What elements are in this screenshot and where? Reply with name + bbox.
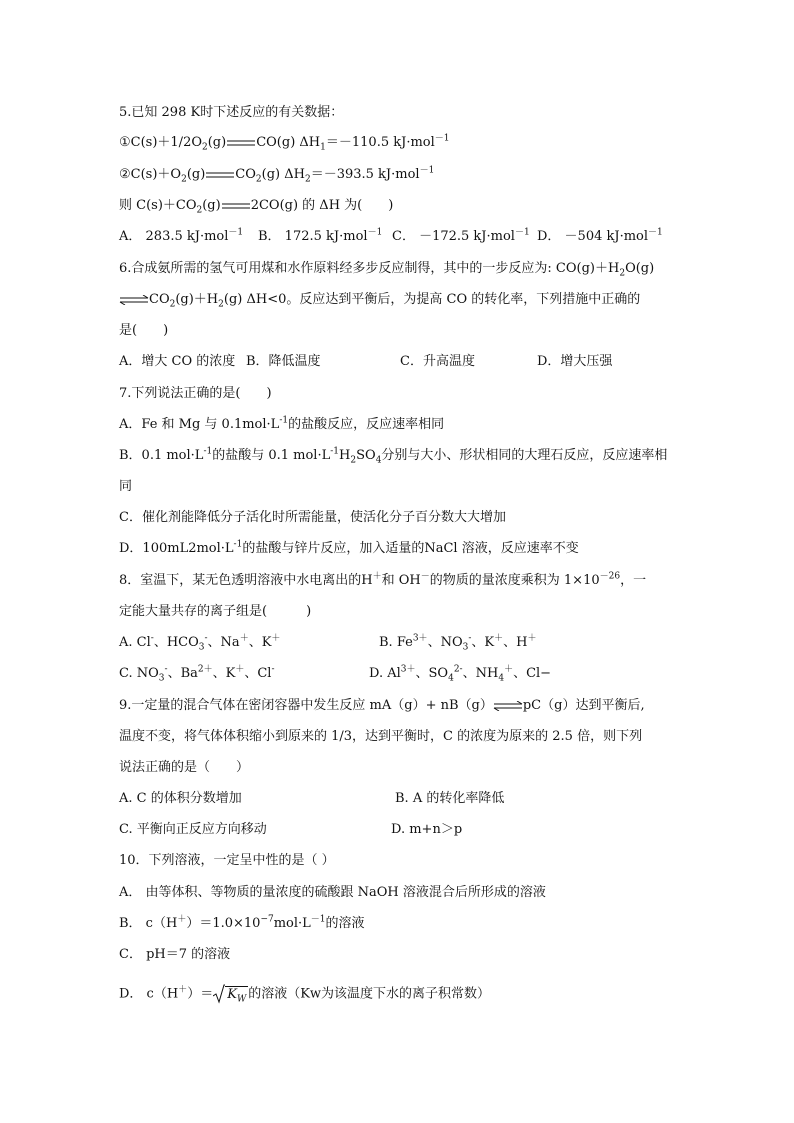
q5-option-b[interactable]: B． 172.5 kJ·mol$^{-1}$ <box>258 227 383 244</box>
q6-option-d[interactable]: D．增大压强 <box>537 354 613 369</box>
q5-option-d[interactable]: D． －504 kJ·mol$^{-1}$ <box>537 227 663 244</box>
q7-option-d[interactable]: D．$100mL2mol\cdot L^{-1}$的盐酸与锌片反应，加入适量的NaCl 溶液，反应速率不变 <box>119 539 579 556</box>
q8-option-a[interactable]: A. Cl-、$HCO_3^-$、Na＋、K＋ <box>119 633 281 653</box>
q8-stem-line-1: 8．室温下，某无色透明溶液中水电离出的H＋和 OH－的物质的量浓度乘积为 $1\times 10^{-26}$，一 <box>119 571 647 588</box>
q8-option-c[interactable]: C. $NO_3^-$、$Ba^{2+}$、K＋、Cl- <box>119 664 275 684</box>
q8-option-b[interactable]: B. $Fe^{3+}$、$NO_3^-$、K＋、H＋ <box>379 633 537 653</box>
q9-option-b[interactable]: B. A 的转化率降低 <box>395 791 505 806</box>
q7-option-c[interactable]: C．催化剂能降低分子活化时所需能量，使活化分子百分数大大增加 <box>119 510 506 525</box>
q9-stem-line-2: 温度不变，将气体体积缩小到原来的 1/3，达到平衡时，C 的浓度为原来的 2.5 倍，则下列 <box>119 729 643 744</box>
q5-question: 则 $C(s)+CO_2(g)$ 2CO(g) 的 ΔH 为( ) <box>119 198 394 216</box>
q9-option-a[interactable]: A. C 的体积分数增加 <box>119 791 242 806</box>
q6-option-c[interactable]: C．升高温度 <box>400 354 475 369</box>
q9-option-c[interactable]: C. 平衡向正反应方向移动 <box>119 822 267 837</box>
q10-option-d[interactable]: D． $c(H^+)= K_W$ 的溶液（Kw为该温度下水的离子积常数） <box>119 985 491 1005</box>
q6-stem-line-3: 是( ) <box>119 323 169 338</box>
q5-reaction-2: $②C(s)+O_2(g)$ $CO_2(g)$ $\Delta H_2=-393.5$ kJ·mol$^{-1}$ <box>119 165 435 185</box>
q5-stem: 5.已知 298 K时下述反应的有关数据： <box>119 105 344 120</box>
q5-option-c[interactable]: C． －172.5 kJ·mol$^{-1}$ <box>392 227 530 244</box>
q10-option-c[interactable]: C． pH＝7 的溶液 <box>119 947 231 962</box>
q5-option-a[interactable]: A． 283.5 kJ·mol$^{-1}$ <box>119 227 244 244</box>
q7-option-b[interactable]: B．0.1 $mol\cdot L^{-1}$的盐酸与 0.1 $mol\cdot L^{-1}H_2SO_4$分别与大小、形状相同的大理石反应，反应速率相 <box>119 446 668 466</box>
equals-arrow-icon <box>226 138 256 148</box>
q6-stem-line-2: $CO_2(g)+H_2(g)$ ΔH<0。反应达到平衡后，为提高 CO 的转化率，下列措施中正确的 <box>119 291 640 309</box>
q9-stem-line-3: 说法正确的是（ ） <box>119 760 250 775</box>
q10-stem: 10．下列溶液，一定呈中性的是（ ） <box>119 853 335 868</box>
q6-option-a[interactable]: A．增大 CO 的浓度 <box>119 354 236 369</box>
equals-arrow-icon <box>205 170 235 180</box>
reversible-arrow-icon <box>493 701 523 711</box>
reversible-arrow-icon <box>119 295 149 305</box>
square-root-icon: $K_W$ <box>213 984 248 1004</box>
q6-option-b[interactable]: B．降低温度 <box>246 354 321 369</box>
q7-option-a[interactable]: A．Fe 和 Mg 与 $0.1mol\cdot L^{-1}$的盐酸反应，反应速率相同 <box>119 415 445 432</box>
q9-option-d[interactable]: D. m+n＞p <box>391 822 463 837</box>
q10-option-b[interactable]: B． $c(H^+)=1.0\times 10^{-7}mol\cdot L^{-1}$的溶液 <box>119 914 365 931</box>
equals-arrow-icon <box>221 201 251 211</box>
q8-stem-line-2: 定能大量共存的离子组是( ) <box>119 604 312 619</box>
q7-stem: 7.下列说法正确的是( ) <box>119 386 272 401</box>
q8-option-d[interactable]: D. $Al^{3+}$、$SO_4^{2-}$、$NH_4^+$、Cl− <box>369 664 552 684</box>
q6-stem-line-1: 6.合成氨所需的氢气可用煤和水作原料经多步反应制得，其中的一步反应为: $CO(g)+H_2O(g)$ <box>119 261 655 279</box>
q5-reaction-1: $①C(s)+1/2O_2(g)$ CO(g) $\Delta H_1=-110.5$ kJ·mol$^{-1}$ <box>119 133 450 153</box>
q7-option-b-continued: 同 <box>119 479 133 494</box>
q9-stem-line-1: 9.一定量的混合气体在密闭容器中发生反应 mA（g）+ nB（g） pC（g）达到平衡后, <box>119 698 645 713</box>
q10-option-a[interactable]: A． 由等体积、等物质的量浓度的硫酸跟 NaOH 溶液混合后所形成的溶液 <box>119 885 546 900</box>
